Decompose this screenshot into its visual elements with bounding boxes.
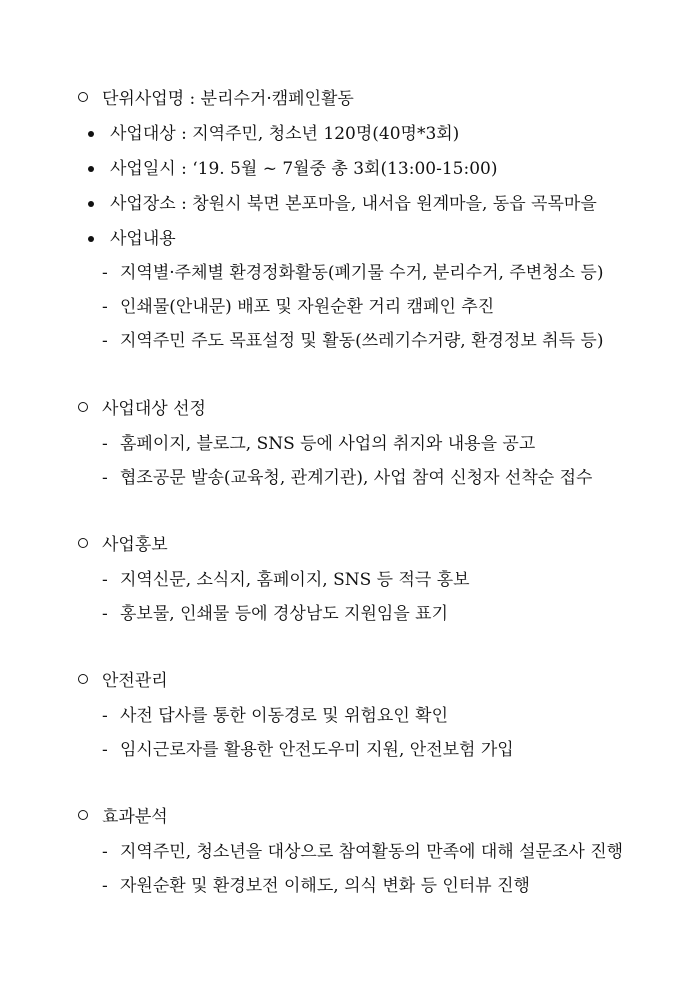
filled-bullet-icon <box>88 131 94 137</box>
hollow-circle-bullet-icon <box>78 674 88 684</box>
hollow-circle-bullet-icon <box>78 538 88 548</box>
hollow-circle-bullet-icon <box>78 402 88 412</box>
filled-bullet-icon <box>88 236 94 242</box>
dash-marker: - <box>102 842 108 862</box>
dash-marker: - <box>102 740 108 760</box>
dash-marker: - <box>102 570 108 590</box>
dash-marker: - <box>102 263 108 283</box>
dash-marker: - <box>102 434 108 454</box>
dash-marker: - <box>102 604 108 624</box>
dash-marker: - <box>102 876 108 896</box>
dash-marker: - <box>102 706 108 726</box>
dash-marker: - <box>102 468 108 488</box>
dash-marker: - <box>102 331 108 351</box>
filled-bullet-icon <box>88 201 94 207</box>
filled-bullet-icon <box>88 166 94 172</box>
dash-marker: - <box>102 297 108 317</box>
hollow-circle-bullet-icon <box>78 92 88 102</box>
hollow-circle-bullet-icon <box>78 810 88 820</box>
document-page: 단위사업명 : 분리수거·캠페인활동 사업대상 : 지역주민, 청소년 120명(40명*3회) 사업일시 : ‘19. 5월 ~ 7월중 총 3회(13:00-15:00) 사업장소 : 창원시 북면 본포마을, 내서읍 원계마을, 동읍 곡목마을 사업내용 - 지역별·주체별 환경정화활동(폐기물 수거, 분리수거, 주변청소 등) - 인쇄물(안내문) 배포 및 자원순환 거리 캠페인 추진 - 지역주민 주도 목표설정 및 활동(쓰레기수거량, 환경정보 취득 등) 사업대상 선정 - 홈페이지, 블로그, SNS 등에 사업의 취지와 내용을 공고 - 협조공문 발송(교육청, 관계기관), 사업 참여 신청자 선착순 접수 사업홍보 - 지역신문, 소식지, 홈페이지, SNS 등 적극 홍보 - 홍보물, 인쇄물 등에 경상남도 지원임을 표기 안전관리 - 사전 답사를 통한 이동경로 및 위험요인 확인 - 임시근로자를 활용한 안전도우미 지원, 안전보험 가입 효과분석 - 지역주민, 청소년을 대상으로 참여활동의 만족에 대해 설문조사 진행 - 자원순환 및 환경보전 이해도, 의식 변화 등 인터뷰 진행 <box>0 0 700 990</box>
